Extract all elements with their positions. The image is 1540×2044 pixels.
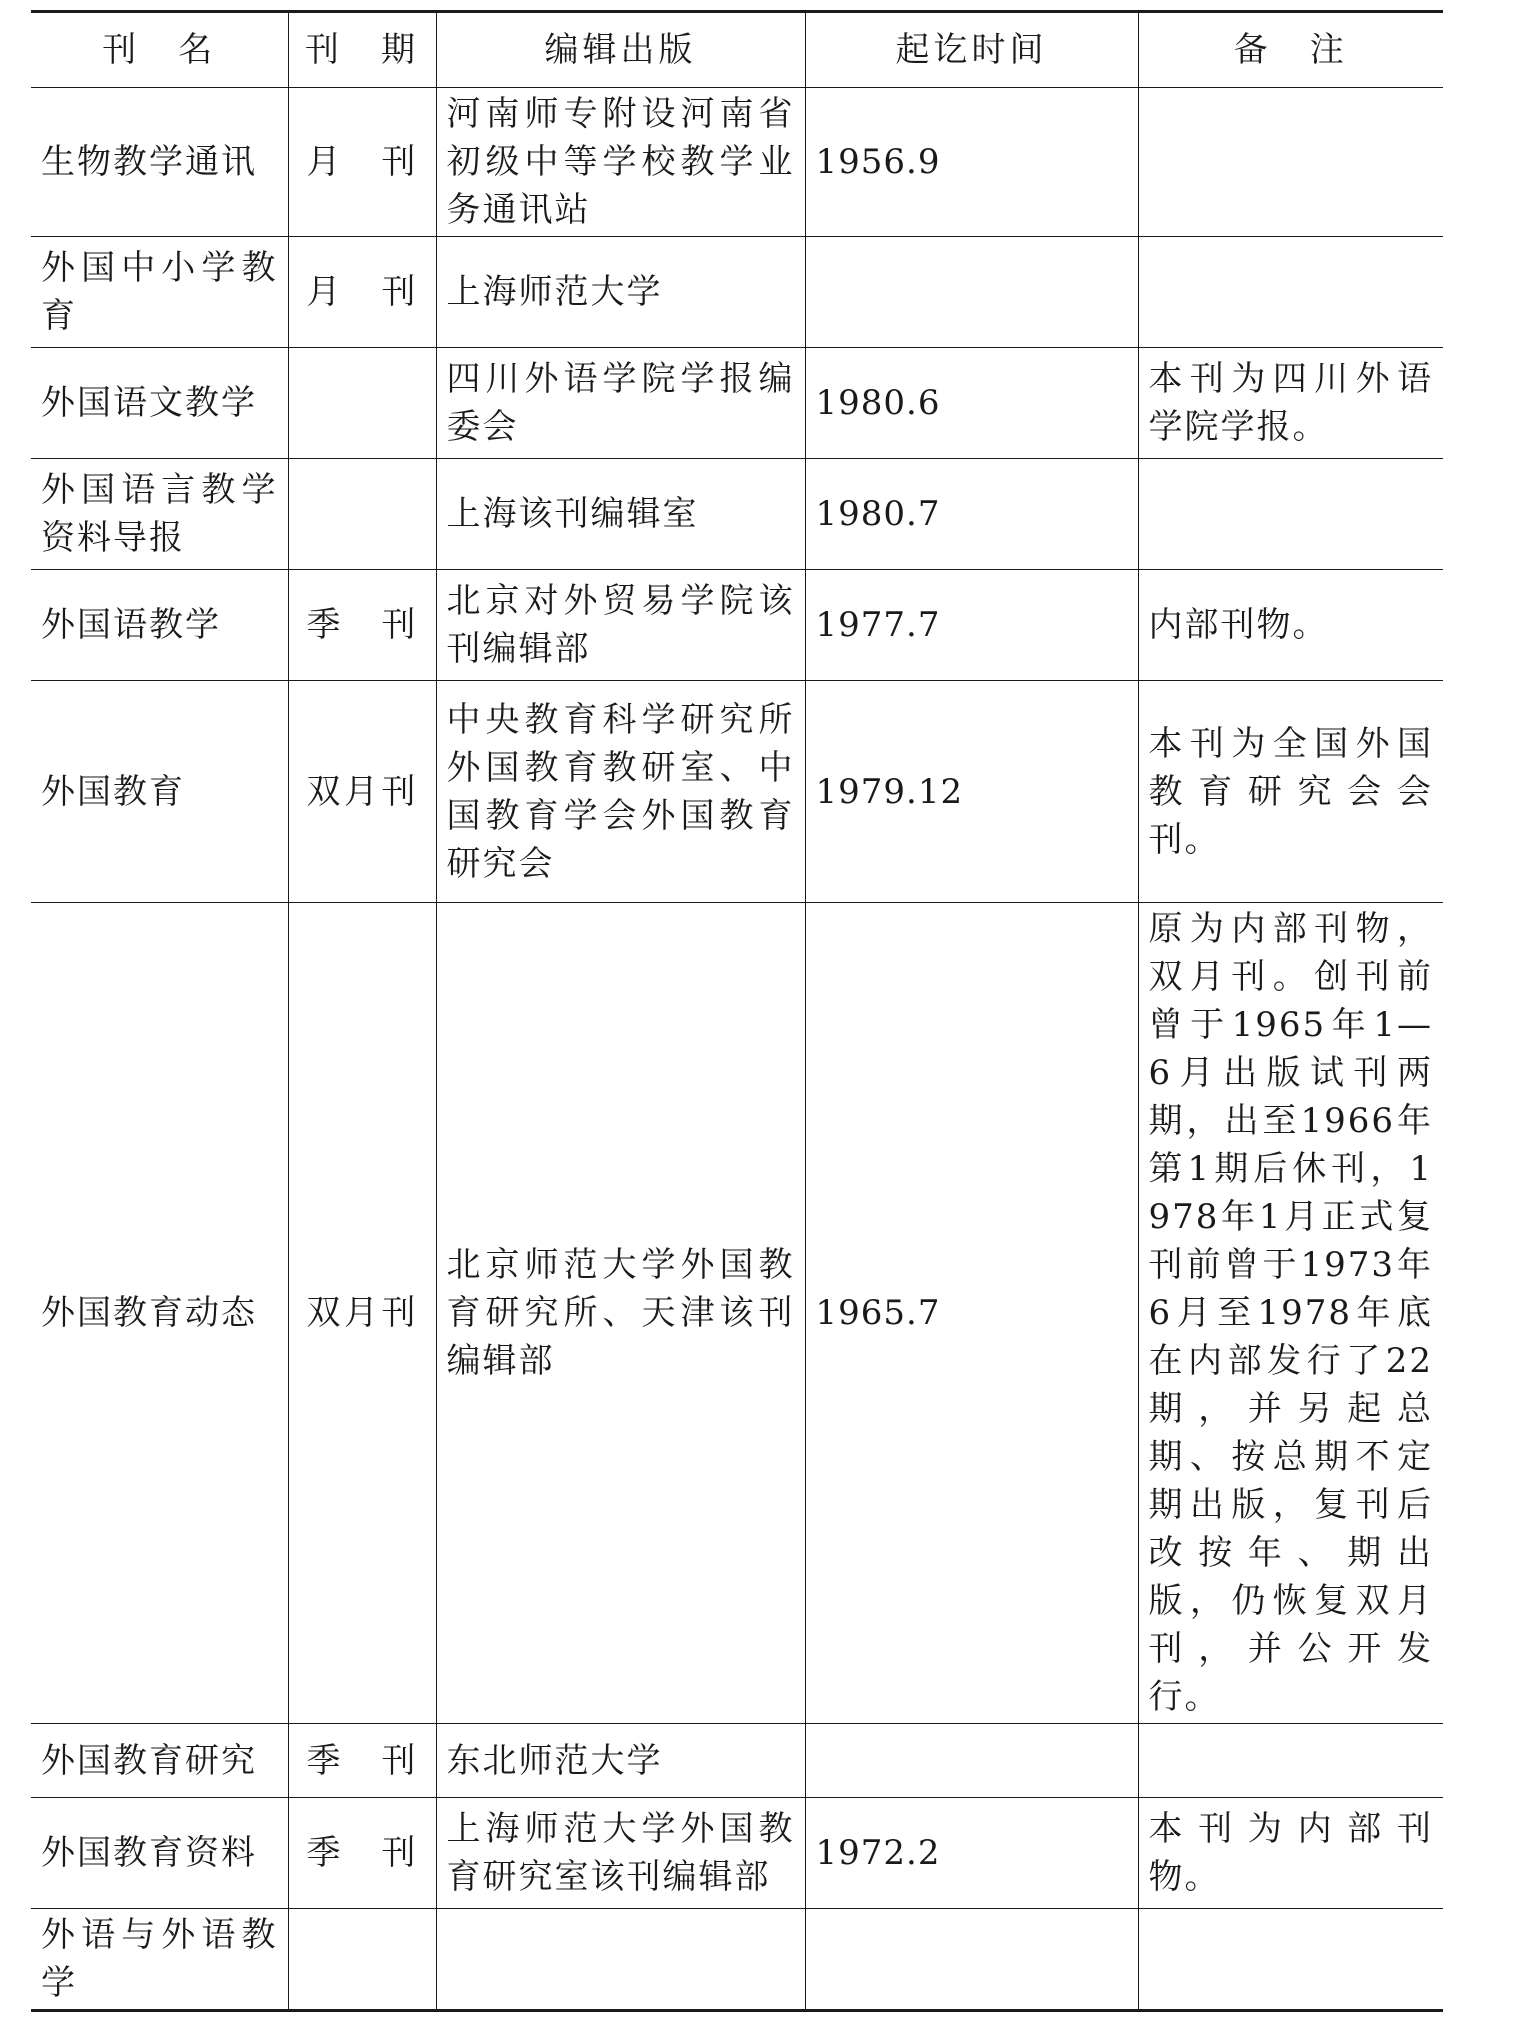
journal-remark: 本刊为四川外语学院学报。 bbox=[1138, 348, 1443, 459]
journal-remark: 本刊为内部刊物。 bbox=[1138, 1798, 1443, 1909]
table-row bbox=[31, 237, 1443, 348]
journal-name: 外国语文教学 bbox=[31, 348, 288, 459]
journal-dates bbox=[805, 237, 1138, 348]
journal-name: 外国教育资料 bbox=[31, 1798, 288, 1909]
journal-period bbox=[288, 459, 436, 570]
journal-dates: 1980.6 bbox=[805, 348, 1138, 459]
journal-publisher: 河南师专附设河南省初级中等学校教学业务通讯站 bbox=[436, 88, 805, 237]
table-row bbox=[31, 1798, 1443, 1909]
journal-remark bbox=[1138, 1909, 1443, 2011]
journal-period: 月刊 bbox=[288, 88, 436, 237]
journal-publisher: 上海该刊编辑室 bbox=[436, 459, 805, 570]
table-header bbox=[31, 12, 1443, 88]
journal-dates: 1977.7 bbox=[805, 570, 1138, 681]
journal-name: 外国语言教学资料导报 bbox=[31, 459, 288, 570]
journal-name: 外国语教学 bbox=[31, 570, 288, 681]
journal-remark bbox=[1138, 237, 1443, 348]
journal-dates: 1972.2 bbox=[805, 1798, 1138, 1909]
journal-remark: 原为内部刊物，双月刊。创刊前曾于1965年1—6月出版试刊两期，出至1966年第1期后休刊，1978年1月正式复刊前曾于1973年6月至1978年底在内部发行了22期，并另起总期、按总期不定期出版，复刊后改按年、期出版，仍恢复双月刊，并公开发行。 bbox=[1138, 903, 1443, 1724]
journal-name: 外国教育研究 bbox=[31, 1724, 288, 1798]
header-dates: 起讫时间 bbox=[805, 12, 1138, 88]
journal-dates: 1979.12 bbox=[805, 681, 1138, 903]
table-row bbox=[31, 459, 1443, 570]
journal-remark bbox=[1138, 88, 1443, 237]
table-row bbox=[31, 88, 1443, 237]
journal-period: 双月刊 bbox=[288, 903, 436, 1724]
journal-dates: 1980.7 bbox=[805, 459, 1138, 570]
journal-name: 外国教育动态 bbox=[31, 903, 288, 1724]
journal-period bbox=[288, 348, 436, 459]
journal-publisher: 东北师范大学 bbox=[436, 1724, 805, 1798]
journal-publisher: 上海师范大学外国教育研究室该刊编辑部 bbox=[436, 1798, 805, 1909]
table-row bbox=[31, 681, 1443, 903]
journal-name: 外国中小学教育 bbox=[31, 237, 288, 348]
header-period: 刊 期 bbox=[288, 12, 436, 88]
journal-name: 生物教学通讯 bbox=[31, 88, 288, 237]
table-row bbox=[31, 348, 1443, 459]
journal-remark: 本刊为全国外国教育研究会会刊。 bbox=[1138, 681, 1443, 903]
journal-publisher: 北京师范大学外国教育研究所、天津该刊编辑部 bbox=[436, 903, 805, 1724]
journal-dates bbox=[805, 1724, 1138, 1798]
journal-publisher: 北京对外贸易学院该刊编辑部 bbox=[436, 570, 805, 681]
header-row bbox=[31, 12, 1443, 88]
journal-remark: 内部刊物。 bbox=[1138, 570, 1443, 681]
header-publisher: 编辑出版 bbox=[436, 12, 805, 88]
journal-remark bbox=[1138, 459, 1443, 570]
journal-dates: 1956.9 bbox=[805, 88, 1138, 237]
journal-period: 月刊 bbox=[288, 237, 436, 348]
table-row bbox=[31, 903, 1443, 1724]
journal-period: 双月刊 bbox=[288, 681, 436, 903]
journal-period: 季刊 bbox=[288, 570, 436, 681]
header-name: 刊 名 bbox=[31, 12, 288, 88]
journal-period bbox=[288, 1909, 436, 2011]
table-body bbox=[31, 88, 1443, 2011]
table-row bbox=[31, 1909, 1443, 2011]
journal-name: 外国教育 bbox=[31, 681, 288, 903]
journal-name: 外语与外语教学 bbox=[31, 1909, 288, 2011]
journal-dates: 1965.7 bbox=[805, 903, 1138, 1724]
journal-remark bbox=[1138, 1724, 1443, 1798]
journal-publisher: 上海师范大学 bbox=[436, 237, 805, 348]
journal-period: 季刊 bbox=[288, 1724, 436, 1798]
journal-publisher bbox=[436, 1909, 805, 2011]
table-row bbox=[31, 1724, 1443, 1798]
journal-period: 季刊 bbox=[288, 1798, 436, 1909]
journal-publisher: 中央教育科学研究所外国教育教研室、中国教育学会外国教育研究会 bbox=[436, 681, 805, 903]
journal-table bbox=[31, 10, 1443, 2012]
header-remark: 备 注 bbox=[1138, 12, 1443, 88]
table-row bbox=[31, 570, 1443, 681]
journal-publisher: 四川外语学院学报编委会 bbox=[436, 348, 805, 459]
journal-dates bbox=[805, 1909, 1138, 2011]
